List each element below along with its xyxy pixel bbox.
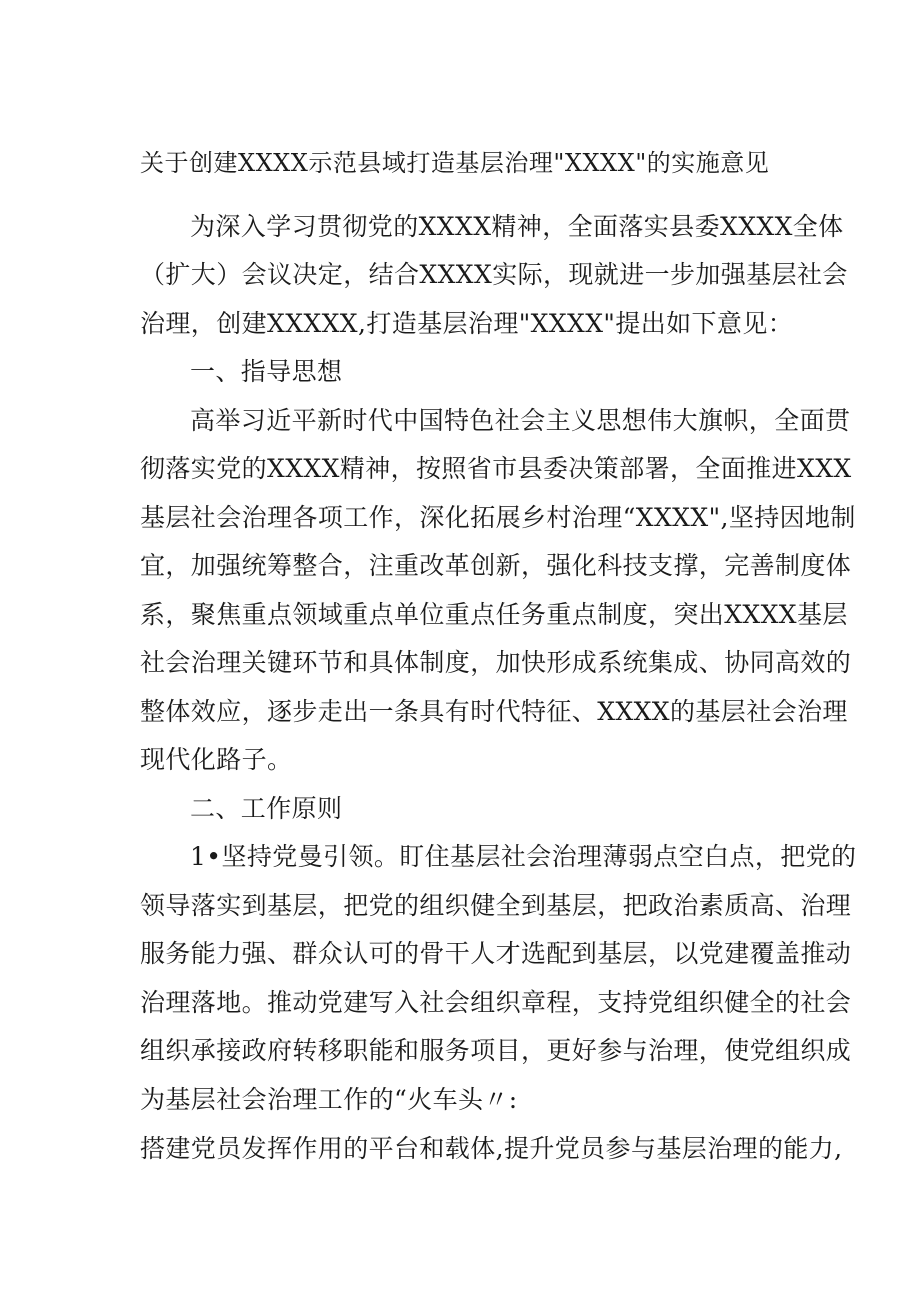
paragraph-line: 整体效应，逐步走出一条具有时代特征、XXXX的基层社会治理 xyxy=(140,697,848,726)
paragraph-line: 搭建党员发挥作用的平台和载体,提升党员参与基层治理的能力, xyxy=(140,1134,843,1163)
document-title: 关于创建XXXX示范县域打造基层治理"XXXX"的实施意见 xyxy=(140,149,770,177)
section-heading-work-principles: 二、工作原则 xyxy=(190,794,343,823)
paragraph-line: 基层社会治理各项工作，深化拓展乡村治理“XXXX",坚持因地制 xyxy=(140,503,856,532)
paragraph-line: 治理落地。推动党建写入社会组织章程，支持党组织健全的社会 xyxy=(140,988,852,1017)
intro-line: 为深入学习贯彻党的XXXX精神，全面落实县委XXXX全体 xyxy=(190,212,844,241)
paragraph-line: 宜，加强统筹整合，注重改革创新，强化科技支撑，完善制度体 xyxy=(140,551,852,580)
paragraph-line: 现代化路子。 xyxy=(140,745,293,774)
intro-line: 治理，创建XXXXX,打造基层治理"XXXX"提出如下意见： xyxy=(140,309,794,338)
paragraph-line: 系，聚焦重点领域重点单位重点任务重点制度，突出XXXX基层 xyxy=(140,600,848,629)
paragraph-line: 组织承接政府转移职能和服务项目，更好参与治理，使党组织成 xyxy=(140,1036,852,1065)
paragraph-line: 高举习近平新时代中国特色社会主义思想伟大旗帜，全面贯 xyxy=(190,406,851,435)
paragraph-line: 社会治理关键环节和具体制度，加快形成系统集成、协同高效的 xyxy=(140,648,852,677)
paragraph-line: 领导落实到基层，把党的组织健全到基层，把政治素质高、治理 xyxy=(140,891,852,920)
paragraph-line: 1•坚持党曼引领。盯住基层社会治理薄弱点空白点，把党的 xyxy=(190,842,857,871)
section-heading-guiding-ideology: 一、指导思想 xyxy=(190,357,343,386)
intro-line: （扩大）会议决定，结合XXXX实际，现就进一步加强基层社会 xyxy=(140,260,848,289)
paragraph-line: 为基层社会治理工作的“火车头〃: xyxy=(140,1085,518,1114)
paragraph-line: 服务能力强、群众认可的骨干人才选配到基层，以党建覆盖推动 xyxy=(140,939,852,968)
paragraph-line: 彻落实党的XXXX精神，按照省市县委决策部署，全面推进XXX xyxy=(140,454,852,483)
